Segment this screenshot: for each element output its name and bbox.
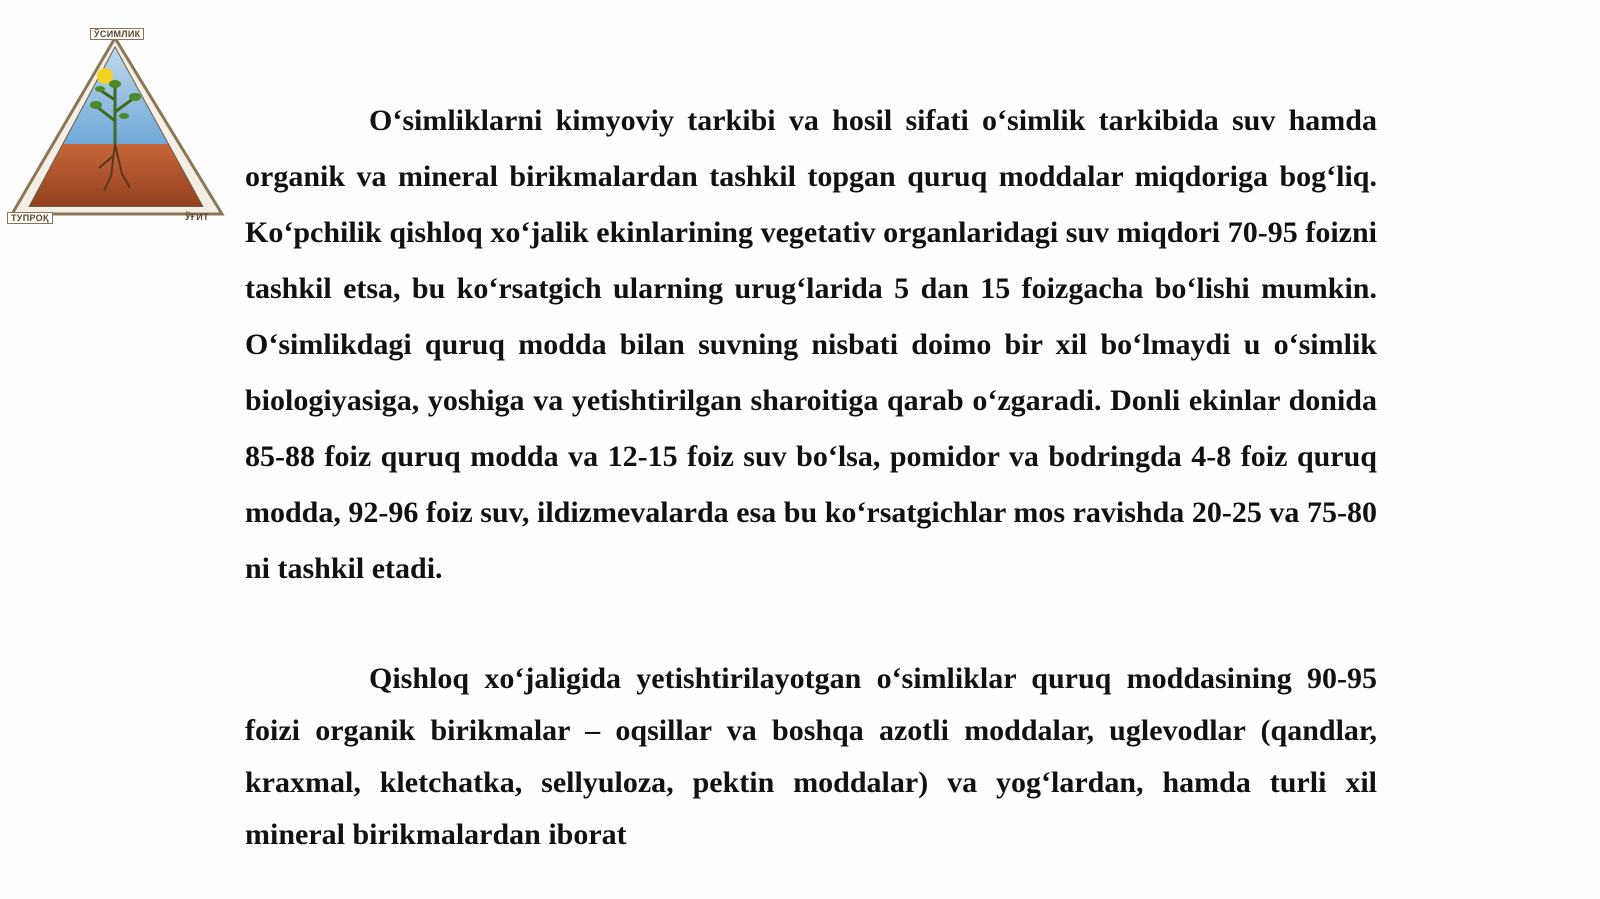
paragraph: Qishloq xo‘jaligida yetishtirilayotgan o‘simliklar quruq moddasining 90-95 foizi organik birikmalar – oqsillar va boshqa azotli moddalar, uglevodlar (qandlar, kraxmal, kletchatka, sellyuloza, pektin moddalar) va yog‘lardan, hamda turli xil mineral birikmalardan iborat [245, 662, 1377, 851]
paragraph-1-block [245, 93, 1377, 597]
logo-label-soil: ТУПРОҚ [7, 212, 53, 224]
paragraph-2-block [245, 653, 1377, 861]
logo-label-plant: ЎСИМЛИК [90, 28, 144, 40]
plant-soil-triangle-logo [4, 26, 230, 232]
paragraph: O‘simliklarni kimyoviy tarkibi va hosil sifati o‘simlik tarkibida suv hamda organik va mineral birikmalardan tashkil topgan quruq moddalar miqdoriga bog‘liq. Ko‘pchilik qishloq xo‘jalik ekinlarining vegetativ organlaridagi suv miqdori 70-95 foizni tashkil etsa, bu ko‘rsatgich ularning urug‘larida 5 dan 15 foizgacha bo‘lishi mumkin. O‘simlikdagi quruq modda bilan suvning nisbati doimo bir xil bo‘lmaydi u o‘simlik biologiyasiga, yoshiga va yetishtirilgan sharoitiga qarab o‘zgaradi. Donli ekinlar donida 85-88 foiz quruq modda va 12-15 foiz suv bo‘lsa, pomidor va bodringda 4-8 foiz quruq modda, 92-96 foiz suv, ildizmevalarda esa bu ko‘rsatgichlar mos ravishda 20-25 va 75-80 ni tashkil etadi. [245, 104, 1377, 585]
plant-soil-triangle-icon [4, 26, 230, 232]
logo-label-fertilizer: ЎҒИТ [185, 212, 209, 222]
